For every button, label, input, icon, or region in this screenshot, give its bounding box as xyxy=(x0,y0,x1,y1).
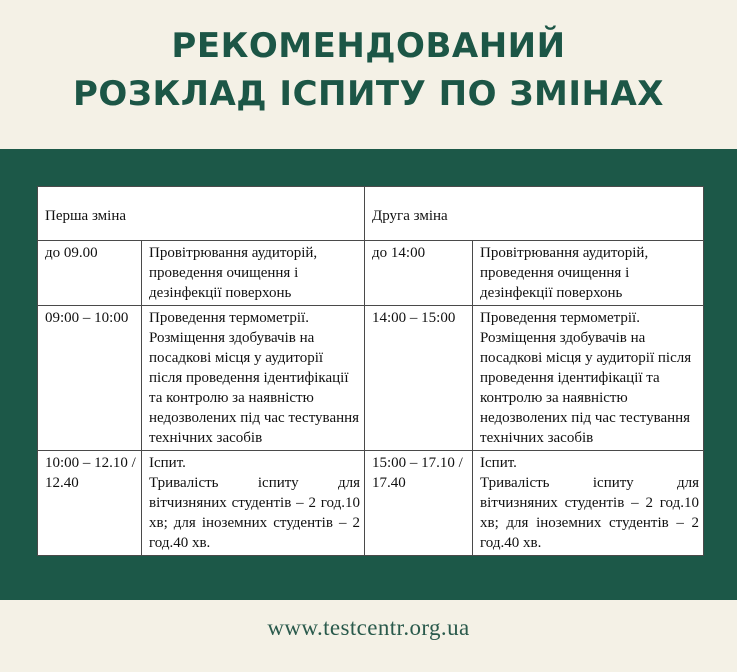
table-row xyxy=(38,241,704,306)
exam-title: Іспит. xyxy=(149,455,186,471)
schedule-table xyxy=(37,186,704,556)
table-header-row xyxy=(38,187,704,241)
title-line-2: РОЗКЛАД ІСПИТУ ПО ЗМІНАХ xyxy=(72,74,664,114)
exam-duration: Тривалість іспиту для вітчизняних студентів – 2 год.10 хв; для іноземних студентів – 2 год.40 хв. xyxy=(480,475,700,551)
shift2-time: до 14:00 xyxy=(365,241,473,306)
shift2-time: 15:00 – 17.10 / 17.40 xyxy=(365,451,473,556)
shift1-description xyxy=(142,451,365,556)
shift1-description: Провітрювання аудиторій, проведення очищення і дезінфекції поверхонь xyxy=(142,241,365,306)
shift2-time: 14:00 – 15:00 xyxy=(365,306,473,451)
title-line-1: РЕКОМЕНДОВАНИЙ xyxy=(171,26,566,66)
website-link[interactable]: www.testcentr.org.ua xyxy=(267,615,470,640)
exam-title: Іспит. xyxy=(480,455,517,471)
table-row xyxy=(38,451,704,556)
shift1-header: Перша зміна xyxy=(38,187,365,241)
shift2-header: Друга зміна xyxy=(365,187,704,241)
exam-duration: Тривалість іспиту для вітчизняних студентів – 2 год.10 хв; для іноземних студентів – 2 год.40 хв. xyxy=(149,475,361,551)
page-title xyxy=(0,22,737,118)
shift1-description: Проведення термометрії. Розміщення здобувачів на посадкові місця у аудиторії після проведення ідентифікації та контролю за наявністю недозволених під час тестування технічних засобів xyxy=(142,306,365,451)
shift1-time: до 09.00 xyxy=(38,241,142,306)
shift2-description: Проведення термометрії. Розміщення здобувачів на посадкові місця у аудиторії після проведення ідентифікації та контролю за наявністю недозволених під час тестування технічних засобів xyxy=(473,306,704,451)
shift1-time: 09:00 – 10:00 xyxy=(38,306,142,451)
shift2-description: Провітрювання аудиторій, проведення очищення і дезінфекції поверхонь xyxy=(473,241,704,306)
shift1-time: 10:00 – 12.10 / 12.40 xyxy=(38,451,142,556)
table-row xyxy=(38,306,704,451)
shift2-description xyxy=(473,451,704,556)
